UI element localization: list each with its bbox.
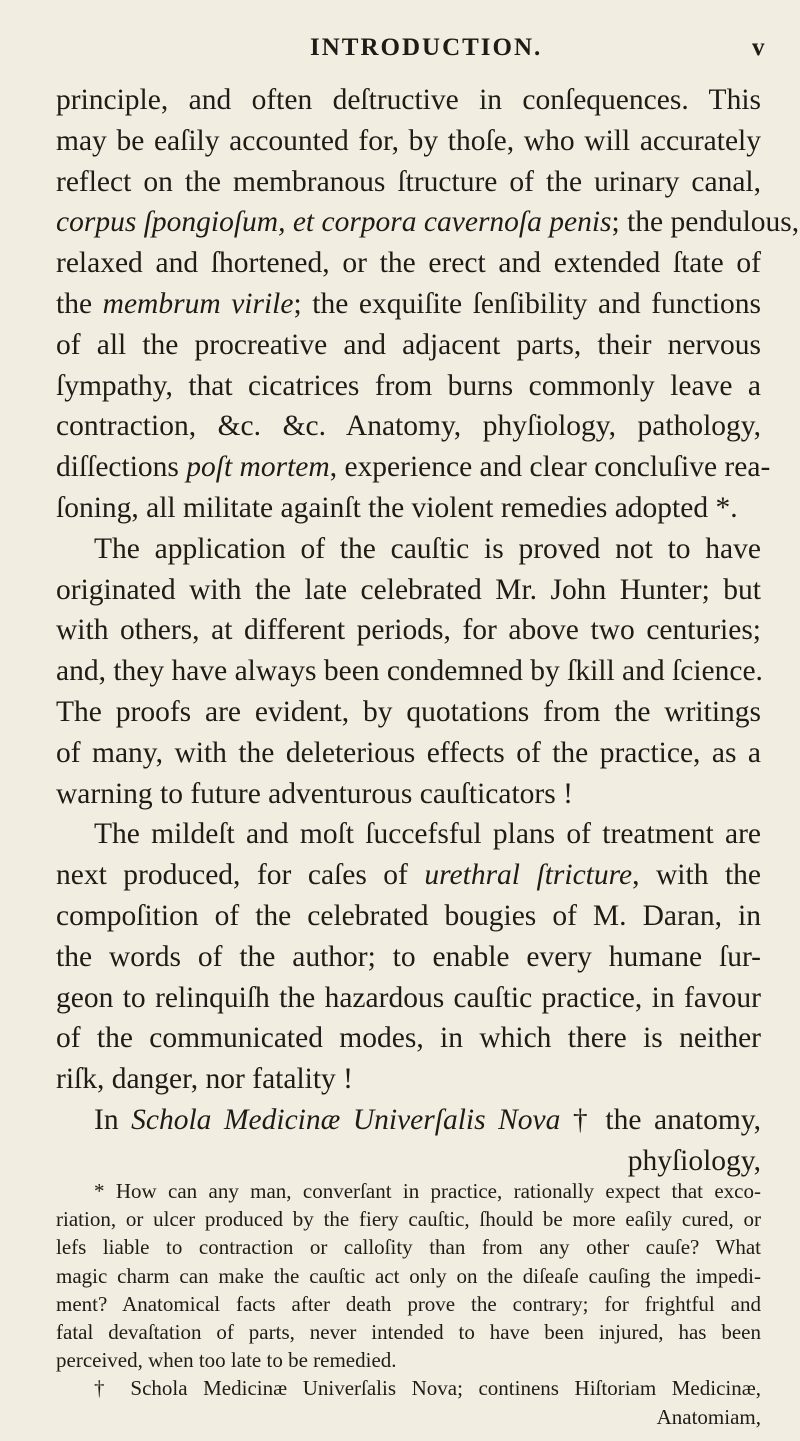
text-run: In: [94, 1103, 132, 1136]
text-run: , with the: [632, 859, 761, 892]
text-line: [56, 529, 761, 570]
text-run: originated with the late celebrated Mr. John Hunter; but: [56, 573, 761, 606]
text-line: [56, 814, 761, 855]
text-line: [56, 937, 761, 978]
text-run: the words of the author; to enable every humane ſur-: [56, 940, 761, 973]
footnote-line: fatal devaſtation of parts, never intended to have been injured, has been: [56, 1320, 761, 1345]
text-run: † the anatomy,: [560, 1103, 762, 1136]
text-run: warning to future adventurous cauſticators !: [56, 777, 573, 810]
text-run: of all the procreative and adjacent parts, their nervous: [56, 328, 761, 361]
text-run: relaxed and ſhortened, or the erect and extended ſtate of: [56, 247, 761, 280]
text-run: of many, with the deleterious effects of the practice, as a: [56, 736, 761, 769]
text-line: [56, 162, 761, 203]
text-line: [56, 692, 761, 733]
text-line: [56, 80, 761, 121]
text-line: [56, 1100, 761, 1141]
text-line: [56, 202, 800, 243]
body-text: [56, 80, 800, 1182]
page-number: v: [752, 34, 765, 61]
text-run: diſſections: [56, 451, 187, 484]
text-line: [56, 1059, 761, 1100]
text-line: [56, 488, 761, 529]
text-line: [56, 406, 761, 447]
footnote-line: magic charm can make the cauſtic act only on the diſeaſe cauſing the impedi-: [56, 1263, 761, 1288]
text-line: [56, 896, 761, 937]
text-run: The proofs are evident, by quotations from the writings: [56, 695, 761, 728]
text-line: [56, 366, 761, 407]
text-run: riſk, danger, nor fatality !: [56, 1063, 353, 1096]
footnotes: [56, 1177, 761, 1431]
text-line: [56, 243, 761, 284]
text-line: [56, 651, 761, 692]
footnote-line: † Schola Medicinæ Univerſalis Nova; continens Hiſtoriam Medicinæ,: [94, 1376, 761, 1401]
footnote-line: Anatomiam,: [656, 1404, 761, 1429]
text-line: [56, 1018, 761, 1059]
text-run: next produced, for caſes of: [56, 859, 425, 892]
footnote-line: lefs liable to contraction or calloſity than from any other cauſe? What: [56, 1235, 761, 1260]
italic-text: membrum virile: [102, 287, 294, 320]
text-run: ; the pendulous,: [611, 206, 800, 239]
text-line: [56, 855, 761, 896]
text-run: and, they have always been condemned by ſkill and ſcience.: [56, 655, 763, 688]
text-run: The mildeſt and moſt ſuccefsful plans of treatment are: [94, 818, 761, 851]
running-title: INTRODUCTION.: [310, 34, 543, 61]
text-run: contraction, &c. &c. Anatomy, phyſiology, pathology,: [56, 410, 761, 443]
text-line: [56, 733, 761, 774]
italic-text: urethral ſtricture: [424, 859, 633, 892]
text-run: may be eaſily accounted for, by thoſe, who will accurately: [56, 124, 761, 157]
italic-text: poſt mortem: [186, 451, 330, 484]
text-run: The application of the cauſtic is proved not to have: [94, 532, 761, 565]
page-header: [0, 34, 800, 66]
text-line: [56, 121, 761, 162]
text-line: [56, 1141, 761, 1182]
text-run: with others, at different periods, for above two centuries;: [56, 614, 761, 647]
footnote-line: perceived, when too late to be remedied.: [56, 1348, 397, 1373]
footnote-line: riation, or ulcer produced by the fiery cauſtic, ſhould be more eaſily cured, or: [56, 1207, 761, 1232]
text-line: [56, 284, 761, 325]
footnote-line: ment? Anatomical facts after death prove the contrary; for frightful and: [56, 1291, 761, 1316]
text-run: compoſition of the celebrated bougies of M. Daran, in: [56, 899, 761, 932]
italic-text: Schola Medicinæ Univerſalis Nova: [131, 1103, 561, 1136]
text-run: geon to relinquiſh the hazardous cauſtic practice, in favour: [56, 981, 761, 1014]
text-line: [56, 447, 771, 488]
text-run: ſympathy, that cicatrices from burns commonly leave a: [56, 369, 761, 402]
text-run: ſoning, all militate againſt the violent remedies adopted *.: [56, 491, 738, 524]
italic-text: corpus ſpongioſum, et corpora cavernoſa penis: [56, 206, 612, 239]
text-run: , experience and clear concluſive rea-: [329, 451, 771, 484]
text-run: ; the exquiſite ſenſibility and functions: [293, 287, 761, 320]
footnote-line: * How can any man, converſant in practice, rationally expect that exco-: [94, 1179, 761, 1203]
text-line: [56, 325, 761, 366]
text-line: [56, 570, 761, 611]
text-run: the: [56, 287, 103, 320]
text-run: principle, and often deſtructive in conſequences. This: [56, 84, 761, 116]
text-line: [56, 978, 761, 1019]
text-run: reflect on the membranous ſtructure of the urinary canal,: [56, 165, 761, 198]
text-run: phyſiology,: [627, 1144, 761, 1177]
text-line: [56, 774, 761, 815]
text-line: [56, 610, 761, 651]
text-run: of the communicated modes, in which there is neither: [56, 1022, 761, 1055]
